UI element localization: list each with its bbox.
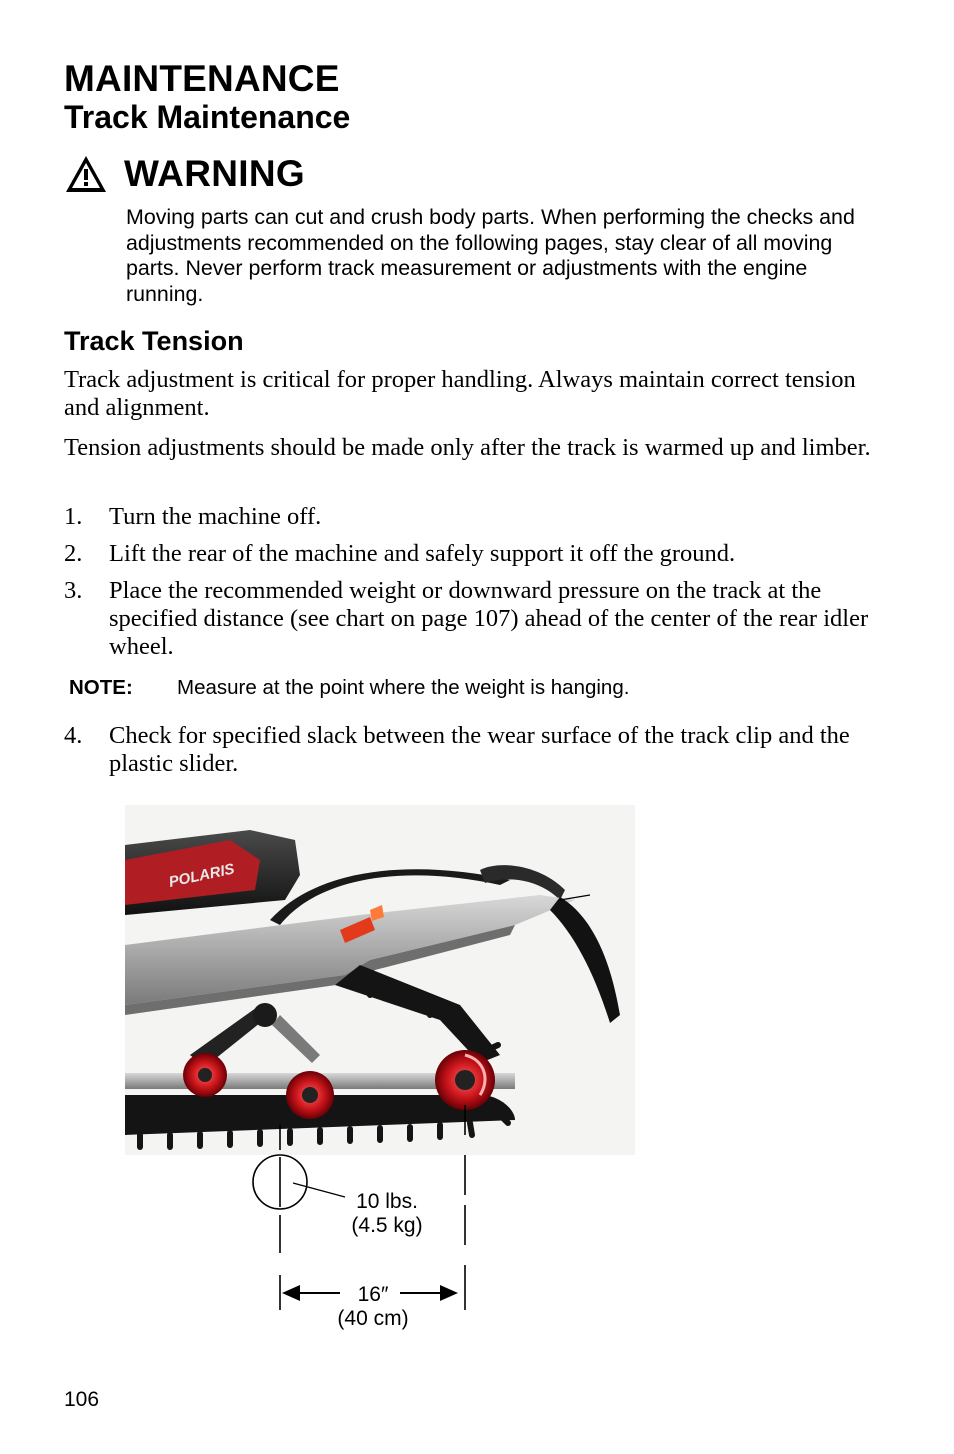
list-text: Lift the rear of the machine and safely support it off the ground. — [109, 540, 736, 567]
list-number: 2. — [64, 540, 83, 567]
weight-label — [342, 1190, 432, 1238]
distance-label-line2: (40 cm) — [337, 1307, 409, 1330]
list-number: 1. — [64, 503, 83, 530]
warning-header — [64, 151, 305, 197]
list-text: Place the recommended weight or downward pressure on the track at the specified distance (see chart on page 107) ahead of the center of the rear idler wheel. — [109, 577, 869, 660]
warning-triangle-icon — [64, 154, 108, 194]
list-text: Check for specified slack between the wear surface of the track clip and the plastic slider. — [109, 722, 850, 777]
section-title: MAINTENANCE — [64, 58, 340, 99]
list-number: 4. — [64, 722, 83, 749]
subsection-title: Track Maintenance — [64, 99, 351, 135]
weight-label-line2: (4.5 kg) — [351, 1214, 423, 1237]
note-text: Measure at the point where the weight is hanging. — [177, 676, 630, 699]
distance-label — [328, 1283, 418, 1331]
warning-text: Moving parts can cut and crush body parts. When performing the checks and adjustments recommended on the following pages, stay clear of all moving parts. Never perform track measurement or adjustments with the engine running. — [126, 205, 855, 306]
paragraph: Tension adjustments should be made only after the track is warmed up and limber. — [64, 434, 871, 461]
list-text: Turn the machine off. — [109, 503, 322, 530]
note — [69, 676, 630, 700]
track-tension-heading: Track Tension — [64, 326, 244, 356]
distance-label-line1: 16″ — [357, 1283, 389, 1306]
polaris-logo: POLARIS — [167, 860, 237, 891]
note-label: NOTE: — [69, 676, 133, 699]
paragraph: Track adjustment is critical for proper handling. Always maintain correct tension and alignment. — [64, 366, 856, 421]
warning-title: WARNING — [124, 153, 305, 194]
weight-label-line1: 10 lbs. — [356, 1190, 418, 1213]
track-tension-figure — [120, 805, 640, 1345]
page-number: 106 — [64, 1388, 100, 1411]
list-number: 3. — [64, 577, 83, 604]
snowmobile-rear-illustration — [120, 805, 640, 1345]
